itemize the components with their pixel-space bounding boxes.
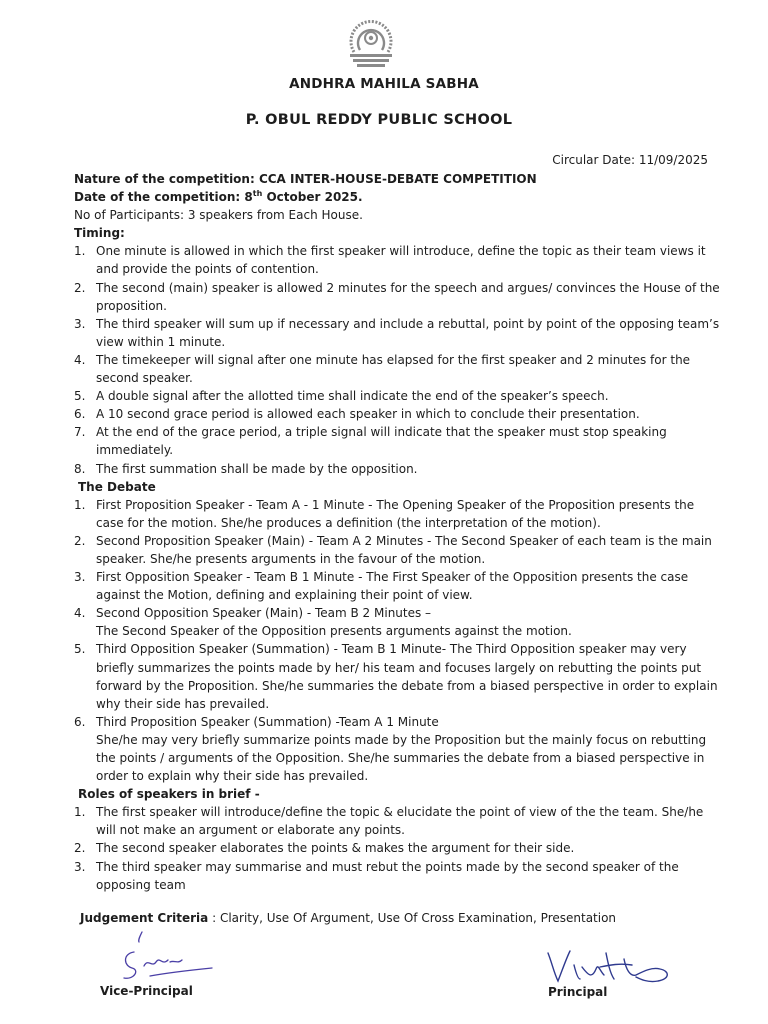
date-suffix: October 2025. (262, 190, 363, 205)
debate-item: 3. First Opposition Speaker - Team B 1 Minute - The First Speaker of the Opposition presents the case against the Motion, defining and explaining their point of view. (74, 570, 689, 603)
debate-item-continuation: The Second Speaker of the Opposition presents arguments against the motion. (96, 624, 572, 639)
timing-item: 5. A double signal after the allotted time shall indicate the end of the speaker’s speech. (74, 389, 609, 404)
timing-item: 2. The second (main) speaker is allowed 2 minutes for the speech and argues/ convinces the House of the proposition. (74, 280, 720, 313)
roles-item: 2. The second speaker elaborates the points & makes the argument for their side. (74, 841, 575, 856)
judgement-criteria (80, 911, 616, 925)
school-name: P. OBUL REDDY PUBLIC SCHOOL (245, 112, 513, 128)
roles-item-text: The second speaker elaborates the points & makes the argument for their side. (96, 841, 575, 856)
competition-date (74, 188, 724, 206)
debate-item-text: Second Opposition Speaker (Main) - Team B 2 Minutes – (96, 606, 432, 621)
timing-item: 6. A 10 second grace period is allowed each speaker in which to conclude their presentation. (74, 407, 640, 422)
vice-principal-signature-icon (112, 930, 222, 990)
roles-list (74, 803, 724, 893)
debate-list (74, 496, 724, 786)
circular-date: Circular Date: 11/09/2025 (552, 153, 708, 167)
timing-item-text: The first summation shall be made by the opposition. (96, 461, 418, 476)
judgement-text: : Clarity, Use Of Argument, Use Of Cross Examination, Presentation (208, 911, 617, 925)
roles-item-text: The first speaker will introduce/define the topic & elucidate the point of view of the the team. She/he will not make an argument or elaborate any points. (96, 805, 704, 838)
debate-item-text: Third Opposition Speaker (Summation) - Team B 1 Minute- The Third Opposition speaker may very briefly summarizes the points made by her/ his team and focuses largely on rebutting the points put forward by the Proposition. She/he summaries the debate from a biased perspective in order to explain why their side has prevailed. (96, 642, 718, 711)
roles-item-text: The third speaker may summarise and must rebut the points made by the second speaker of the opposing team (96, 859, 679, 892)
debate-item-continuation: She/he may very briefly summarize points made by the Proposition but the mainly focus on rebutting the points / arguments of the Opposition. She/he summaries the debate from a biased perspective in order to explain why their side has prevailed. (96, 732, 707, 784)
debate-item-text: Second Proposition Speaker (Main) - Team A 2 Minutes - The Second Speaker of each team is the main speaker. She/he presents arguments in the favour of the motion. (96, 533, 712, 566)
circular-body (74, 170, 724, 894)
timing-item-text: The timekeeper will signal after one minute has elapsed for the first speaker and 2 minutes for the second speaker. (96, 352, 691, 386)
timing-item: 8. The first summation shall be made by the opposition. (74, 461, 418, 476)
judgement-label: Judgement Criteria (80, 911, 209, 925)
debate-item-text: First Proposition Speaker - Team A - 1 Minute - The Opening Speaker of the Proposition presents the case for the motion. She/he produces a definition (the interpretation of the motion). (96, 497, 695, 530)
debate-item: 4. Second Opposition Speaker (Main) - Team B 2 Minutes – (74, 606, 432, 621)
debate-item-text: Third Proposition Speaker (Summation) -Team A 1 Minute (96, 714, 439, 729)
timing-heading: Timing: (74, 226, 125, 241)
principal-signature-icon (540, 945, 680, 990)
school-logo-icon (346, 12, 396, 70)
timing-item-text: The second (main) speaker is allowed 2 minutes for the speech and argues/ convinces the House of the proposition. (96, 280, 720, 313)
debate-item: 6. Third Proposition Speaker (Summation) -Team A 1 Minute (74, 714, 439, 729)
debate-heading: The Debate (78, 479, 156, 494)
date-superscript: th (252, 189, 263, 199)
timing-item-text: A double signal after the allotted time shall indicate the end of the speaker’s speech. (96, 389, 609, 404)
timing-item-text: One minute is allowed in which the first speaker will introduce, define the topic as their team views it and provide the points of contention. (96, 244, 706, 277)
debate-item: 1. First Proposition Speaker - Team A - 1 Minute - The Opening Speaker of the Proposition presents the case for the motion. She/he produces a definition (the interpretation of the motion). (74, 497, 695, 530)
timing-item-text: The third speaker will sum up if necessary and include a rebuttal, point by point of the opposing team’s view within 1 minute. (96, 316, 720, 349)
timing-item-text: At the end of the grace period, a triple signal will indicate that the speaker must stop speaking immediately. (96, 425, 667, 458)
roles-item: 3. The third speaker may summarise and must rebut the points made by the second speaker of the opposing team (74, 859, 679, 892)
principal-label: Principal (548, 985, 608, 999)
date-prefix: Date of the competition: 8 (74, 190, 253, 205)
timing-item: 1. One minute is allowed in which the first speaker will introduce, define the topic as their team views it and provide the points of contention. (74, 244, 706, 277)
timing-list (74, 242, 724, 477)
roles-item: 1. The first speaker will introduce/define the topic & elucidate the point of view of the the team. She/he will not make an argument or elaborate any points. (74, 805, 704, 838)
timing-item: 3. The third speaker will sum up if necessary and include a rebuttal, point by point of the opposing team’s view within 1 minute. (74, 316, 720, 349)
roles-heading: Roles of speakers in brief - (78, 787, 260, 802)
competition-nature: Nature of the competition: CCA INTER-HOUSE-DEBATE COMPETITION (74, 172, 537, 186)
participants: No of Participants: 3 speakers from Each House. (74, 208, 363, 223)
org-name: ANDHRA MAHILA SABHA (289, 76, 479, 92)
timing-item: 7. At the end of the grace period, a triple signal will indicate that the speaker must stop speaking immediately. (74, 425, 667, 458)
timing-item-text: A 10 second grace period is allowed each speaker in which to conclude their presentation. (96, 407, 640, 422)
debate-item: 2. Second Proposition Speaker (Main) - Team A 2 Minutes - The Second Speaker of each team is the main speaker. She/he presents arguments in the favour of the motion. (74, 533, 712, 566)
debate-item: 5. Third Opposition Speaker (Summation) - Team B 1 Minute- The Third Opposition speaker may very briefly summarizes the points made by her/ his team and focuses largely on rebutting the points put forward by the Proposition. She/he summaries the debate from a biased perspective in order to explain why their side has prevailed. (74, 642, 718, 711)
vice-principal-label: Vice-Principal (100, 984, 193, 998)
debate-item-text: First Opposition Speaker - Team B 1 Minute - The First Speaker of the Opposition presents the case against the Motion, defining and explaining their point of view. (96, 570, 689, 603)
timing-item: 4. The timekeeper will signal after one minute has elapsed for the first speaker and 2 minutes for the second speaker. (74, 352, 691, 386)
